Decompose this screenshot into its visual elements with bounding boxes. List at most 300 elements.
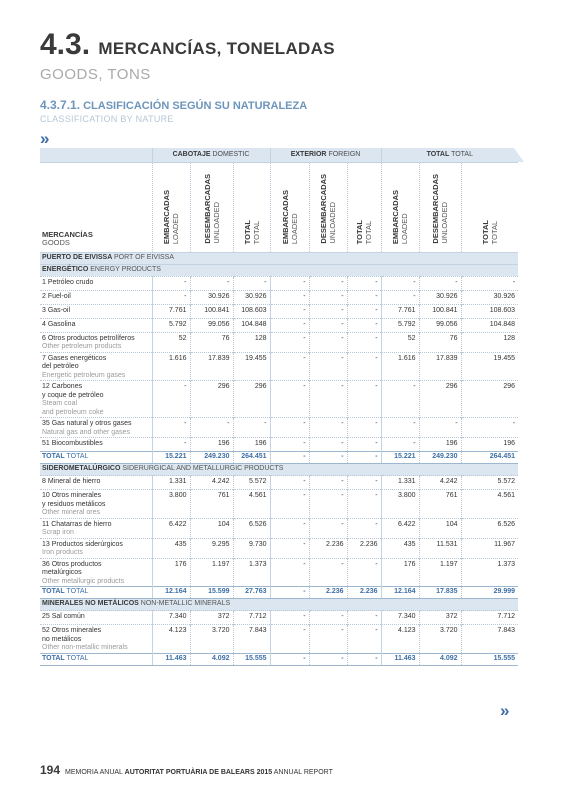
table-cell: - xyxy=(309,611,347,625)
table-cell: - xyxy=(152,381,190,418)
group-header-total: TOTAL TOTAL xyxy=(381,148,518,162)
table-cell: 7.712 xyxy=(233,611,270,625)
table-cell: 7.712 xyxy=(461,611,518,625)
table-cell: - xyxy=(309,625,347,654)
table-cell: 9.295 xyxy=(190,538,233,558)
table-cell: 2.236 xyxy=(309,538,347,558)
table-cell: - xyxy=(347,381,381,418)
category-name-en: NON-METALLIC MINERALS xyxy=(140,600,231,608)
table-cell: - xyxy=(270,518,309,538)
table-row xyxy=(40,381,518,418)
column-header-en: TOTAL xyxy=(489,220,499,244)
goods-name-es: 7 Gases energéticos xyxy=(42,354,107,362)
goods-label xyxy=(40,625,152,654)
table-row xyxy=(40,518,518,538)
table-cell: - xyxy=(309,304,347,318)
table-cell: 17.835 xyxy=(419,587,461,599)
total-label-en: TOTAL xyxy=(66,654,89,662)
column-header-es: TOTAL xyxy=(355,219,365,244)
goods-name-es: 36 Otros productos xyxy=(42,560,102,568)
goods-name-es: 13 Productos siderúrgicos xyxy=(42,540,123,548)
goods-name-es: 52 Otros minerales xyxy=(42,627,102,634)
table-cell: 249.230 xyxy=(190,452,233,464)
table-cell: - xyxy=(309,476,347,490)
goods-name-es: y coque de petróleo xyxy=(42,391,104,399)
table-cell: 15.221 xyxy=(381,452,419,464)
table-cell: 100.841 xyxy=(190,304,233,318)
goods-table xyxy=(40,148,518,666)
goods-name-es: 1 Petróleo crudo xyxy=(42,278,94,286)
table-cell: 108.603 xyxy=(461,304,518,318)
column-header xyxy=(381,162,419,252)
goods-label xyxy=(40,381,152,418)
goods-name-es: 11 Chatarras de hierro xyxy=(42,520,112,528)
page-header xyxy=(40,30,335,83)
table-cell: 4.242 xyxy=(419,476,461,490)
table-cell: 176 xyxy=(381,558,419,587)
goods-label xyxy=(40,611,152,625)
goods-name-es: 4 Gasolina xyxy=(42,320,76,328)
goods-name-en: and petroleum coke xyxy=(42,408,104,416)
table-cell: - xyxy=(381,276,419,290)
table-row xyxy=(40,290,518,304)
column-header-label xyxy=(391,190,409,248)
total-label-es: TOTAL xyxy=(42,654,65,662)
table-cell: - xyxy=(309,558,347,587)
total-label-es: TOTAL xyxy=(42,453,65,461)
port-row xyxy=(40,252,518,264)
table-cell: - xyxy=(270,418,309,438)
goods-name-es: 10 Otros minerales xyxy=(42,492,102,499)
goods-name-en: Other mineral ores xyxy=(42,509,100,516)
goods-name-en: Steam coal xyxy=(42,400,78,407)
goods-name-es: 6 Otros productos petrolíferos xyxy=(42,334,135,342)
table-cell: 30.926 xyxy=(190,290,233,304)
table-cell: - xyxy=(152,418,190,438)
total-label-en: TOTAL xyxy=(66,453,89,461)
table-cell: 2.236 xyxy=(309,587,347,599)
column-header-es: DESEMBARCADAS xyxy=(202,174,212,244)
table-cell: 19.455 xyxy=(461,352,518,381)
table-cell: 372 xyxy=(419,611,461,625)
table-cell: - xyxy=(347,290,381,304)
goods-name-es: 3 Gas-oil xyxy=(42,306,71,314)
table-cell: - xyxy=(347,625,381,654)
table-cell: 1.616 xyxy=(152,352,190,381)
table-cell: - xyxy=(270,290,309,304)
goods-name-en: Other metallurgic products xyxy=(42,577,125,585)
table-cell: 176 xyxy=(152,558,190,587)
table-cell: 196 xyxy=(190,438,233,452)
table-cell: 99.056 xyxy=(190,318,233,332)
table-cell: - xyxy=(270,587,309,599)
group-header-foreign: EXTERIOR FOREIGN xyxy=(270,148,381,162)
table-cell: 11.967 xyxy=(461,538,518,558)
table-cell: 3.720 xyxy=(419,625,461,654)
goods-label xyxy=(40,476,152,490)
table-cell: 196 xyxy=(233,438,270,452)
table-cell: 264.451 xyxy=(233,452,270,464)
table-row xyxy=(40,558,518,587)
table-cell: 1.197 xyxy=(190,558,233,587)
table-cell: 5.572 xyxy=(461,476,518,490)
goods-label xyxy=(40,318,152,332)
table-cell: - xyxy=(347,332,381,352)
group-header-spacer xyxy=(40,148,152,162)
column-header-es: EMBARCADAS xyxy=(280,189,290,244)
table-cell: 4.123 xyxy=(152,625,190,654)
table-cell: - xyxy=(347,490,381,519)
group-header-domestic: CABOTAJE DOMESTIC xyxy=(152,148,270,162)
goods-label xyxy=(40,276,152,290)
double-chevron-icon: » xyxy=(40,129,47,148)
table-cell: - xyxy=(152,290,190,304)
page-number: 194 xyxy=(40,763,61,777)
goods-label xyxy=(40,352,152,381)
table-cell: - xyxy=(381,290,419,304)
chapter-title: MERCANCÍAS, TONELADAS xyxy=(98,39,335,58)
table-cell: 76 xyxy=(190,332,233,352)
table-cell: - xyxy=(347,276,381,290)
column-header xyxy=(152,162,190,252)
table-cell: 128 xyxy=(461,332,518,352)
table-row xyxy=(40,332,518,352)
table-cell: 30.926 xyxy=(233,290,270,304)
table-cell: - xyxy=(347,476,381,490)
table-cell: - xyxy=(309,332,347,352)
table-cell: 6.526 xyxy=(461,518,518,538)
column-header-es: TOTAL xyxy=(480,219,490,244)
table-cell: 4.561 xyxy=(233,490,270,519)
table-cell: 5.572 xyxy=(233,476,270,490)
column-header-es: DESEMBARCADAS xyxy=(319,174,329,244)
table-cell: - xyxy=(347,611,381,625)
table-cell: 1.331 xyxy=(381,476,419,490)
table-row xyxy=(40,352,518,381)
table-cell: 7.761 xyxy=(152,304,190,318)
footer-authority: AUTORITAT PORTUÀRIA DE BALEARS 2015 xyxy=(124,769,273,776)
table-cell: - xyxy=(270,352,309,381)
table-cell: 7.843 xyxy=(233,625,270,654)
table-cell: - xyxy=(347,653,381,665)
table-cell: 17.839 xyxy=(419,352,461,381)
table-cell: - xyxy=(309,452,347,464)
table-cell: - xyxy=(190,418,233,438)
category-name-es: SIDEROMETALÚRGICO xyxy=(42,465,121,473)
table-cell: - xyxy=(381,438,419,452)
table-cell: 3.720 xyxy=(190,625,233,654)
table-cell: 435 xyxy=(152,538,190,558)
table-cell: - xyxy=(309,352,347,381)
column-header-row xyxy=(40,162,518,252)
table-cell: - xyxy=(381,418,419,438)
table-cell: - xyxy=(152,276,190,290)
table-cell: 12.164 xyxy=(152,587,190,599)
column-header-label xyxy=(281,190,299,248)
table-cell: 2.236 xyxy=(347,587,381,599)
footer-memoria: MEMORIA ANUAL xyxy=(64,769,123,776)
table-cell: 1.373 xyxy=(461,558,518,587)
table-cell: - xyxy=(270,490,309,519)
column-header-en: TOTAL xyxy=(364,220,374,244)
total-label xyxy=(40,587,152,599)
chapter-number: 4.3. xyxy=(40,28,91,61)
table-cell: 4.561 xyxy=(461,490,518,519)
total-label xyxy=(40,452,152,464)
total-row xyxy=(40,452,518,464)
table-cell: 1.331 xyxy=(152,476,190,490)
table-row xyxy=(40,318,518,332)
column-header xyxy=(233,162,270,252)
column-header-label xyxy=(162,190,180,248)
goods-name-en: Energetic petroleum gases xyxy=(42,371,126,379)
table-cell: 7.761 xyxy=(381,304,419,318)
table-cell: 249.230 xyxy=(419,452,461,464)
table-row xyxy=(40,490,518,519)
column-header-en: LOADED xyxy=(171,213,180,244)
table-cell: - xyxy=(347,518,381,538)
column-header-label xyxy=(481,220,499,248)
table-cell: 7.340 xyxy=(152,611,190,625)
table-cell: 196 xyxy=(419,438,461,452)
column-header-en: UNLOADED xyxy=(211,202,221,244)
goods-name-es: y residuos metálicos xyxy=(42,500,106,508)
goods-name-es: metalúrgicos xyxy=(42,569,82,576)
table-cell: - xyxy=(347,304,381,318)
section-number: 4.3.7.1. xyxy=(40,98,81,112)
goods-name-en: Iron products xyxy=(42,549,83,556)
category-row xyxy=(40,464,518,476)
table-cell: - xyxy=(270,558,309,587)
table-cell: 1.616 xyxy=(381,352,419,381)
table-cell: 1.373 xyxy=(233,558,270,587)
table-cell: 108.603 xyxy=(233,304,270,318)
table-cell: 296 xyxy=(461,381,518,418)
table-cell: - xyxy=(233,418,270,438)
category-name-en: SIDERURGICAL AND METALLURGIC PRODUCTS xyxy=(122,465,284,473)
table-row xyxy=(40,538,518,558)
table-cell: 761 xyxy=(190,490,233,519)
column-header xyxy=(309,162,347,252)
table-cell: 15.221 xyxy=(152,452,190,464)
table-cell: 4.123 xyxy=(381,625,419,654)
column-header-es: TOTAL xyxy=(242,219,252,244)
category-row xyxy=(40,264,518,276)
table-cell: - xyxy=(270,332,309,352)
category-row xyxy=(40,599,518,611)
column-header xyxy=(419,162,461,252)
section-subtitle: CLASSIFICATION BY NATURE xyxy=(40,114,174,124)
table-cell: - xyxy=(347,452,381,464)
table-cell: - xyxy=(270,438,309,452)
table-cell: 3.800 xyxy=(152,490,190,519)
double-chevron-icon: » xyxy=(500,701,507,720)
table-cell: 5.792 xyxy=(381,318,419,332)
table-cell: 104 xyxy=(419,518,461,538)
goods-name-en: Scrap iron xyxy=(42,529,74,536)
table-cell: 11.463 xyxy=(152,653,190,665)
table-cell: 30.926 xyxy=(419,290,461,304)
table-cell: - xyxy=(270,611,309,625)
column-header xyxy=(270,162,309,252)
table-cell: - xyxy=(461,276,518,290)
goods-label xyxy=(40,518,152,538)
table-cell: 99.056 xyxy=(419,318,461,332)
category-name-en: ENERGY PRODUCTS xyxy=(90,265,161,273)
column-header-label xyxy=(243,220,261,248)
page-footer xyxy=(40,763,333,777)
table-cell: 7.340 xyxy=(381,611,419,625)
table-cell: - xyxy=(347,558,381,587)
table-cell: 1.197 xyxy=(419,558,461,587)
goods-name-es: 25 Sal común xyxy=(42,613,85,620)
goods-name-es: 12 Carbones xyxy=(42,383,83,390)
column-header-en: LOADED xyxy=(400,213,410,244)
goods-name-en: Other non-metallic minerals xyxy=(42,644,128,651)
goods-name-en: Natural gas and other gases xyxy=(42,428,130,436)
column-header-label xyxy=(431,174,449,248)
total-label-en: TOTAL xyxy=(66,588,89,596)
total-row xyxy=(40,587,518,599)
table-cell: 435 xyxy=(381,538,419,558)
table-cell: - xyxy=(419,276,461,290)
goods-label xyxy=(40,490,152,519)
table-cell: - xyxy=(270,625,309,654)
chapter-subtitle: GOODS, TONS xyxy=(40,66,151,83)
row-header-goods xyxy=(40,162,152,252)
table-cell: - xyxy=(309,438,347,452)
column-header-label xyxy=(203,174,221,248)
table-cell: - xyxy=(309,653,347,665)
table-cell: - xyxy=(309,381,347,418)
table-cell: - xyxy=(270,452,309,464)
table-cell: 19.455 xyxy=(233,352,270,381)
table-cell: 128 xyxy=(233,332,270,352)
total-label xyxy=(40,653,152,665)
table-cell: - xyxy=(270,653,309,665)
table-cell: 372 xyxy=(190,611,233,625)
table-cell: 2.236 xyxy=(347,538,381,558)
total-label-es: TOTAL xyxy=(42,588,65,596)
table-cell: - xyxy=(309,490,347,519)
table-cell: - xyxy=(381,381,419,418)
column-header-es: DESEMBARCADAS xyxy=(431,174,441,244)
table-cell: 296 xyxy=(190,381,233,418)
column-header xyxy=(190,162,233,252)
category-label xyxy=(40,464,518,476)
table-cell: 52 xyxy=(381,332,419,352)
category-label xyxy=(40,264,518,276)
table-cell: 264.451 xyxy=(461,452,518,464)
page-title xyxy=(40,30,335,64)
table-cell: - xyxy=(270,276,309,290)
table-row xyxy=(40,476,518,490)
table-cell: - xyxy=(233,276,270,290)
table-cell: 3.800 xyxy=(381,490,419,519)
table-cell: 6.422 xyxy=(152,518,190,538)
table-cell: 52 xyxy=(152,332,190,352)
table-cell: 100.841 xyxy=(419,304,461,318)
row-header-es: MERCANCÍAS xyxy=(42,229,93,239)
goods-name-es: 51 Biocombustibles xyxy=(42,440,103,447)
category-name-es: MINERALES NO METÁLICOS xyxy=(42,600,139,608)
goods-name-es: 2 Fuel-oil xyxy=(42,292,71,300)
table-cell: 15.599 xyxy=(190,587,233,599)
table-cell: 196 xyxy=(461,438,518,452)
table-cell: 5.792 xyxy=(152,318,190,332)
table-cell: 30.926 xyxy=(461,290,518,304)
table-cell: - xyxy=(270,318,309,332)
table-cell: 12.164 xyxy=(381,587,419,599)
table-cell: 4.092 xyxy=(419,653,461,665)
goods-name-es: 8 Mineral de hierro xyxy=(42,478,101,485)
table-cell: - xyxy=(347,318,381,332)
row-header-en: GOODS xyxy=(42,238,70,247)
table-cell: 6.422 xyxy=(381,518,419,538)
table-cell: - xyxy=(347,352,381,381)
table-cell: 11.531 xyxy=(419,538,461,558)
goods-label xyxy=(40,418,152,438)
table-cell: 6.526 xyxy=(233,518,270,538)
table-cell: - xyxy=(309,418,347,438)
goods-name-es: del petróleo xyxy=(42,363,79,370)
column-header-label xyxy=(355,220,373,248)
table-cell: - xyxy=(347,418,381,438)
table-row xyxy=(40,438,518,452)
column-header-label xyxy=(319,174,337,248)
table-cell: 9.730 xyxy=(233,538,270,558)
table-cell: 296 xyxy=(233,381,270,418)
table-cell: - xyxy=(309,518,347,538)
goods-name-es: 35 Gas natural y otros gases xyxy=(42,420,132,427)
table-cell: 4.092 xyxy=(190,653,233,665)
table-cell: 296 xyxy=(419,381,461,418)
table-cell: 104 xyxy=(190,518,233,538)
table-cell: 4.242 xyxy=(190,476,233,490)
goods-name-en: Other petroleum products xyxy=(42,343,122,350)
column-header-en: LOADED xyxy=(289,213,299,244)
table-cell: 15.555 xyxy=(461,653,518,665)
table-cell: - xyxy=(270,538,309,558)
table-cell: 29.999 xyxy=(461,587,518,599)
goods-label xyxy=(40,304,152,318)
table-row xyxy=(40,625,518,654)
column-header xyxy=(461,162,518,252)
table-cell: 27.763 xyxy=(233,587,270,599)
table-row xyxy=(40,276,518,290)
table-cell: 761 xyxy=(419,490,461,519)
table-cell: 104.848 xyxy=(233,318,270,332)
column-header-en: UNLOADED xyxy=(328,202,338,244)
section-title-text: CLASIFICACIÓN SEGÚN SU NATURALEZA xyxy=(83,100,308,112)
table-cell: - xyxy=(270,476,309,490)
section-title xyxy=(40,98,307,112)
group-header-row xyxy=(40,148,518,162)
column-header-es: EMBARCADAS xyxy=(391,189,401,244)
section-header xyxy=(40,98,307,124)
column-header-en: TOTAL xyxy=(251,220,261,244)
table-cell: - xyxy=(309,276,347,290)
column-header-es: EMBARCADAS xyxy=(162,189,171,244)
table-cell: 11.463 xyxy=(381,653,419,665)
table-cell: - xyxy=(419,418,461,438)
total-row xyxy=(40,653,518,665)
table-cell: - xyxy=(309,318,347,332)
category-label xyxy=(40,599,518,611)
table-cell: - xyxy=(347,438,381,452)
table-body xyxy=(40,252,518,665)
table-row xyxy=(40,611,518,625)
